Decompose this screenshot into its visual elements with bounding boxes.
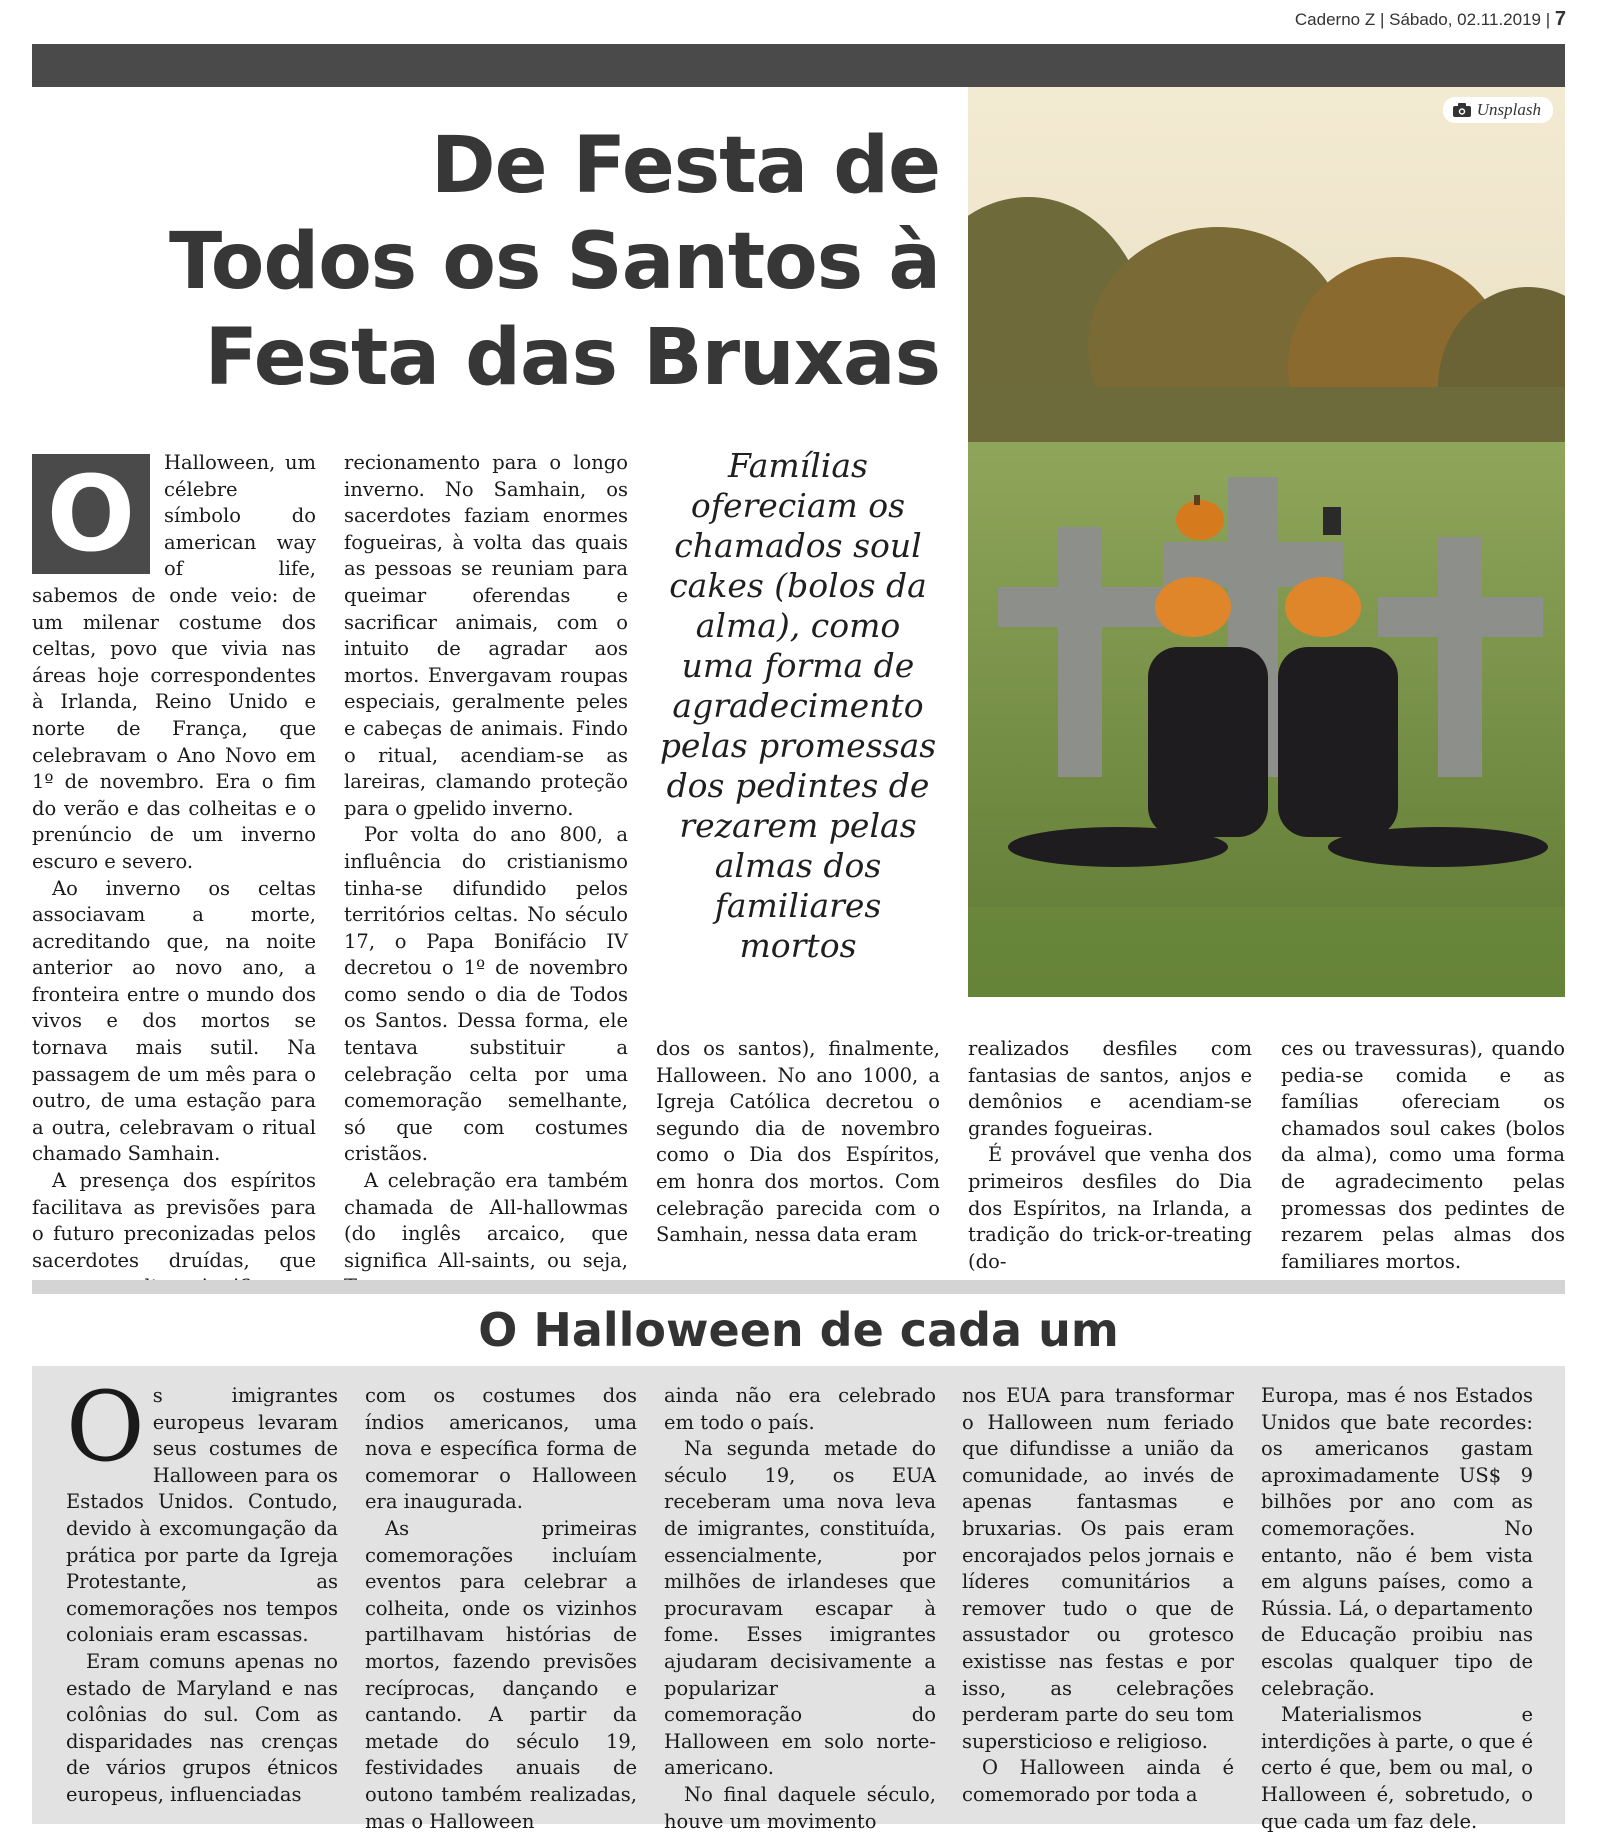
sidebar-column-5 [1261, 1383, 1533, 1835]
sidebar-drop-cap: O [66, 1371, 145, 1483]
sidebar-paragraph: No final daquele século, houve um movimento [664, 1782, 936, 1833]
camera-icon [1453, 103, 1471, 117]
headline [60, 118, 940, 406]
photo-illustration [968, 87, 1565, 997]
article-photo [968, 87, 1565, 997]
article-drop-cap: O [32, 454, 150, 574]
sidebar-paragraph: nos EUA para transformar o Halloween num feriado que difundisse a união da comunidade, ao invés de apenas fantasmas e bruxarias. Os pais eram encorajados pelos jornais e líderes comunitários a remover tudo o que de assustador ou grotesco existisse nas festas e por isso, as celebrações perderam parte do seu tom supersticioso e religioso. [962, 1384, 1234, 1753]
pull-quote: Famílias ofereciam os chamados soul cakes (bolos da alma), como uma forma de agradecimento pelas promessas dos pedintes de rezarem pelas almas dos familiares mortos [659, 446, 937, 965]
photo-credit [1443, 97, 1553, 123]
sidebar-column-1 [66, 1371, 338, 1809]
sidebar-column-4 [962, 1383, 1234, 1809]
sidebar-title: O Halloween de cada um [478, 1303, 1119, 1357]
sidebar-paragraph: Na segunda metade do século 19, os EUA receberam uma nova leva de imigrantes, constituída, essencialmente, por milhões de irlandeses que procuravam escapar à fome. Esses imigrantes ajudaram decisivamente a popularizar a comemoração do Halloween em solo norte-americano. [664, 1437, 936, 1780]
article-column-3 [656, 1036, 940, 1249]
article-paragraph: Halloween, um célebre símbolo do american way of life, sabemos de onde veio: de um milenar costume dos celtas, povo que vivia nas áreas hoje correspondentes à Irlanda, Reino Unido e norte de França, que celebravam o Ano Novo em 1º de novembro. Era o fim do verão e das colheitas e o prenúncio de um inverno escuro e severo. [32, 451, 316, 873]
page-header: Caderno Z | Sábado, 02.11.2019 | 7 [1294, 8, 1566, 30]
sidebar-column-2 [365, 1383, 637, 1835]
article-paragraph: ces ou travessuras), quando pedia-se comida e as famílias ofereciam os chamados soul cakes (bolos da alma), como uma forma de agradecimento pelas promessas dos pedintes de rezarem pelas almas dos familiares mortos. [1281, 1037, 1565, 1273]
sidebar-paragraph: O Halloween ainda é comemorado por toda a [962, 1756, 1234, 1806]
sidebar-column-3 [664, 1383, 936, 1835]
sidebar-top-rule [32, 1280, 1565, 1294]
article-column-4 [968, 1036, 1252, 1275]
headline-line-2: Todos os Santos à [168, 217, 940, 307]
article-paragraph: recionamento para o longo inverno. No Samhain, os sacerdotes faziam enormes fogueiras, à volta das quais as pessoas se reuniam para queimar oferendas e sacrificar animais, com o intuito de agradar aos mortos. Envergavam roupas especiais, geralmente peles e cabeças de animais. Findo o ritual, acendiam-se as lareiras, clamando proteção para o gpelido inverno. [344, 451, 628, 820]
article-paragraph: A celebração era também chamada de All-hallowmas (do inglês arcaico, que significa All-saints, ou seja, [344, 1169, 628, 1272]
article-paragraph: realizados desfiles com fantasias de santos, anjos e demônios e acendiam-se grandes fogueiras. [968, 1037, 1252, 1140]
article-paragraph: dos os santos), finalmente, Halloween. No ano 1000, a Igreja Católica decretou o segundo dia de novembro como o Dia dos Espíritos, em honra dos mortos. Com celebração parecida com o Samhain, nessa data eram [656, 1037, 940, 1247]
sidebar-paragraph: As primeiras comemorações incluíam eventos para celebrar a colheita, onde os vizinhos partilhavam histórias de mortos, fazendo previsões recíprocas, dançando e cantando. A partir da metade do século 19, festividades anuais de outono também realizadas, mas o Halloween [365, 1516, 637, 1833]
article-paragraph: Ao inverno os celtas associavam a morte, acreditando que, na noite anterior ao novo ano, a fronteira entre o mundo dos vivos e dos mortos se tornava mais sutil. Na passagem de um mês para o outro, de uma estação para a outra, celebravam o ritual chamado Samhain. [32, 876, 316, 1166]
headline-line-3: Festa das Bruxas [204, 313, 940, 403]
sidebar-paragraph: Europa, mas é nos Estados Unidos que bate recordes: os americanos gastam aproximadamente US$ 9 bilhões por ano com as comemorações. No entanto, não é bem vista em alguns países, como a Rússia. Lá, o departamento de Educação proibiu nas escolas qualquer tipo de celebração. [1261, 1384, 1533, 1700]
article-paragraph: A presença dos espíritos facilitava as previsões para o futuro preconizadas pelos sacerdotes druídas, que [32, 1169, 316, 1272]
sidebar-paragraph: com os costumes dos índios americanos, uma nova e específica forma de comemorar o Halloween era inaugurada. [365, 1384, 637, 1514]
article-column-1 [32, 450, 316, 1328]
section-name: Caderno Z [1294, 10, 1376, 29]
sidebar-paragraph: s imigrantes europeus levaram seus costumes de Halloween para os Estados Unidos. Contudo, devido à excomungação da prática por parte da Igreja Protestante, as comemorações nos tempos coloniais eram escassas. [66, 1384, 338, 1647]
sidebar-paragraph: Materialismos e interdições à parte, o que é certo é que, bem ou mal, o Halloween é, sobretudo, o que cada um faz dele. [1261, 1703, 1533, 1833]
photo-credit-text: Unsplash [1476, 100, 1541, 119]
sidebar-paragraph: Eram comuns apenas no estado de Maryland e nas colônias do sul. Com as disparidades nas crenças de vários grupos étnicos europeus, influenciadas [66, 1649, 338, 1806]
article-paragraph: É provável que venha dos primeiros desfiles do Dia dos Espíritos, na Irlanda, a tradição do trick-or-treating (do- [968, 1143, 1252, 1273]
issue-date: Sábado, 02.11.2019 [1389, 10, 1541, 29]
article-paragraph: Por volta do ano 800, a influência do cristianismo tinha-se difundido pelos territórios celtas. No século 17, o Papa Bonifácio IV decretou o 1º de novembro como sendo o dia de Todos os Santos. Dessa forma, ele tentava substituir a celebração celta por uma comemoração semelhante, só que com costumes cristãos. [344, 823, 628, 1166]
article-column-5 [1281, 1036, 1565, 1275]
headline-line-1: De Festa de [430, 121, 940, 211]
page-number: 7 [1554, 8, 1566, 30]
top-bar [32, 44, 1565, 87]
article-column-2 [344, 450, 628, 1301]
sidebar-paragraph: ainda não era celebrado em todo o país. [664, 1384, 936, 1434]
